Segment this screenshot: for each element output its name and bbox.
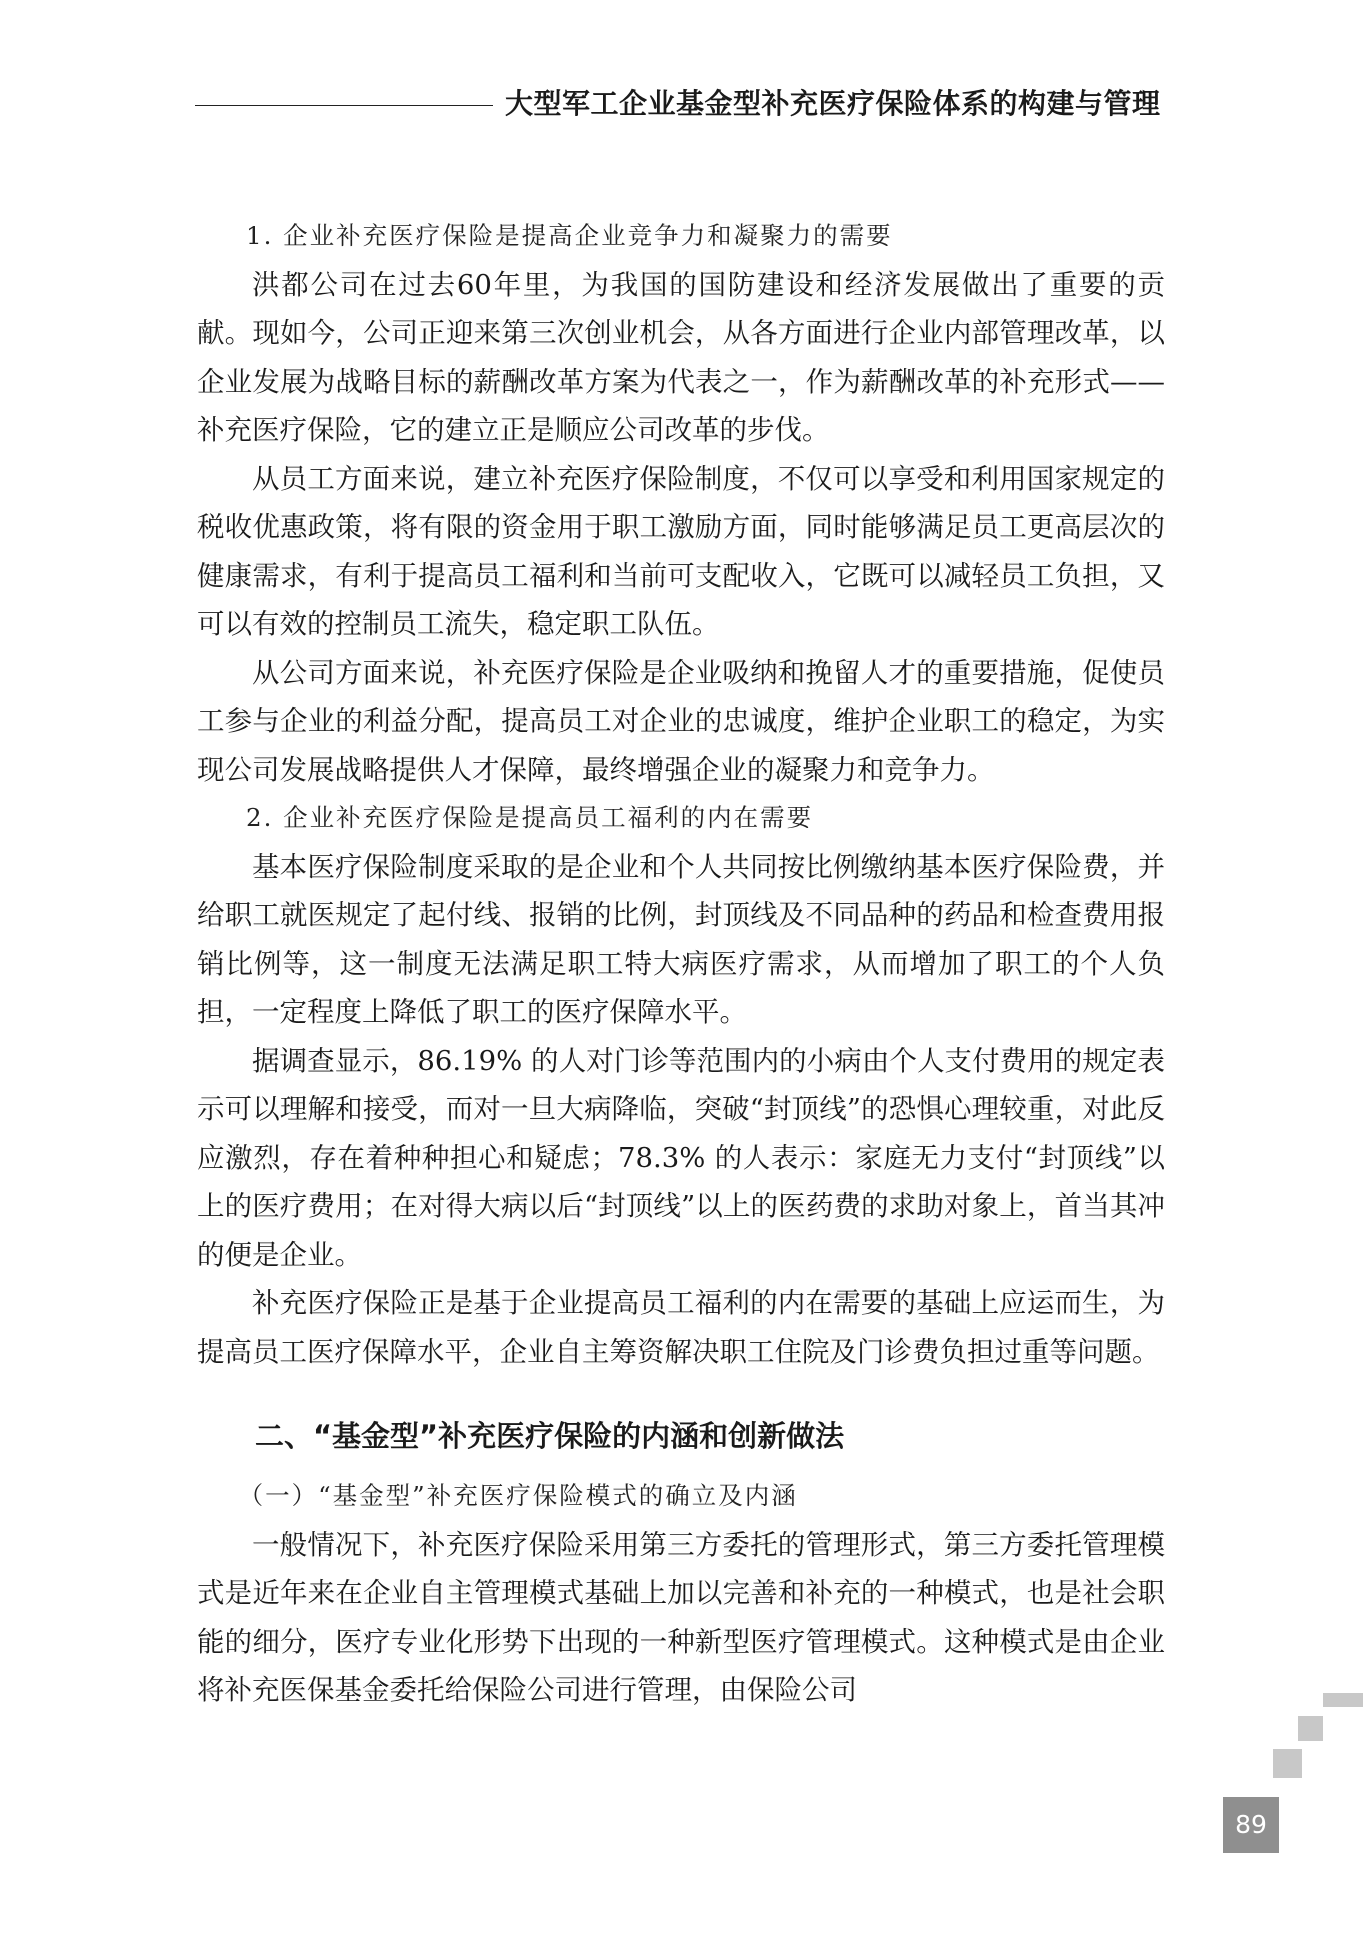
- paragraph-3: 从公司方面来说，补充医疗保险是企业吸纳和挽留人才的重要措施，促使员工参与企业的利益分配，提高员工对企业的忠诚度，维护企业职工的稳定，为实现公司发展战略提供人才保障，最终增强企业的凝聚力和竞争力。: [197, 656, 1165, 786]
- page-number: 89: [1223, 1797, 1279, 1853]
- subheading-2: 2. 企业补充医疗保险是提高员工福利的内在需要: [246, 803, 814, 832]
- section-title: 二、“基金型”补充医疗保险的内涵和创新做法: [255, 1419, 845, 1453]
- paragraph-6: 补充医疗保险正是基于企业提高员工福利的内在需要的基础上应运而生，为提高员工医疗保障水平，企业自主筹资解决职工住院及门诊费负担过重等问题。: [197, 1287, 1165, 1368]
- subheading-1: 1. 企业补充医疗保险是提高企业竞争力和凝聚力的需要: [246, 221, 893, 250]
- paragraph-7: 一般情况下，补充医疗保险采用第三方委托的管理形式，第三方委托管理模式是近年来在企业自主管理模式基础上加以完善和补充的一种模式，也是社会职能的细分，医疗专业化形势下出现的一种新型医疗管理模式。这种模式是由企业将补充医保基金委托给保险公司进行管理，由保险公司: [197, 1528, 1165, 1706]
- corner-decoration-square: [1273, 1749, 1302, 1778]
- corner-decoration-square: [1298, 1716, 1323, 1741]
- paragraph-1: 洪都公司在过去60年里，为我国的国防建设和经济发展做出了重要的贡献。现如今，公司正迎来第三次创业机会，从各方面进行企业内部管理改革，以企业发展为战略目标的薪酬改革方案为代表之一，作为薪酬改革的补充形式——补充医疗保险，它的建立正是顺应公司改革的步伐。: [197, 268, 1165, 446]
- running-header-title: 大型军工企业基金型补充医疗保险体系的构建与管理: [505, 87, 1161, 120]
- header-rule: [195, 105, 493, 106]
- paragraph-2: 从员工方面来说，建立补充医疗保险制度，不仅可以享受和利用国家规定的税收优惠政策，将有限的资金用于职工激励方面，同时能够满足员工更高层次的健康需求，有利于提高员工福利和当前可支配收入，它既可以减轻员工负担，又可以有效的控制员工流失，稳定职工队伍。: [197, 462, 1165, 640]
- page-body: [197, 212, 1165, 1715]
- paragraph-5: 据调查显示，86.19% 的人对门诊等范围内的小病由个人支付费用的规定表示可以理解和接受，而对一旦大病降临，突破“封顶线”的恐惧心理较重，对此反应激烈，存在着种种担心和疑虑；78.3% 的人表示：家庭无力支付“封顶线”以上的医疗费用；在对得大病以后“封顶线”以上的医药费的求助对象上，首当其冲的便是企业。: [197, 1044, 1165, 1271]
- subheading-3: （一）“基金型”补充医疗保险模式的确立及内涵: [238, 1481, 798, 1510]
- corner-decoration-square: [1323, 1693, 1363, 1707]
- paragraph-4: 基本医疗保险制度采取的是企业和个人共同按比例缴纳基本医疗保险费，并给职工就医规定了起付线、报销的比例，封顶线及不同品种的药品和检查费用报销比例等，这一制度无法满足职工特大病医疗需求，从而增加了职工的个人负担，一定程度上降低了职工的医疗保障水平。: [197, 850, 1165, 1028]
